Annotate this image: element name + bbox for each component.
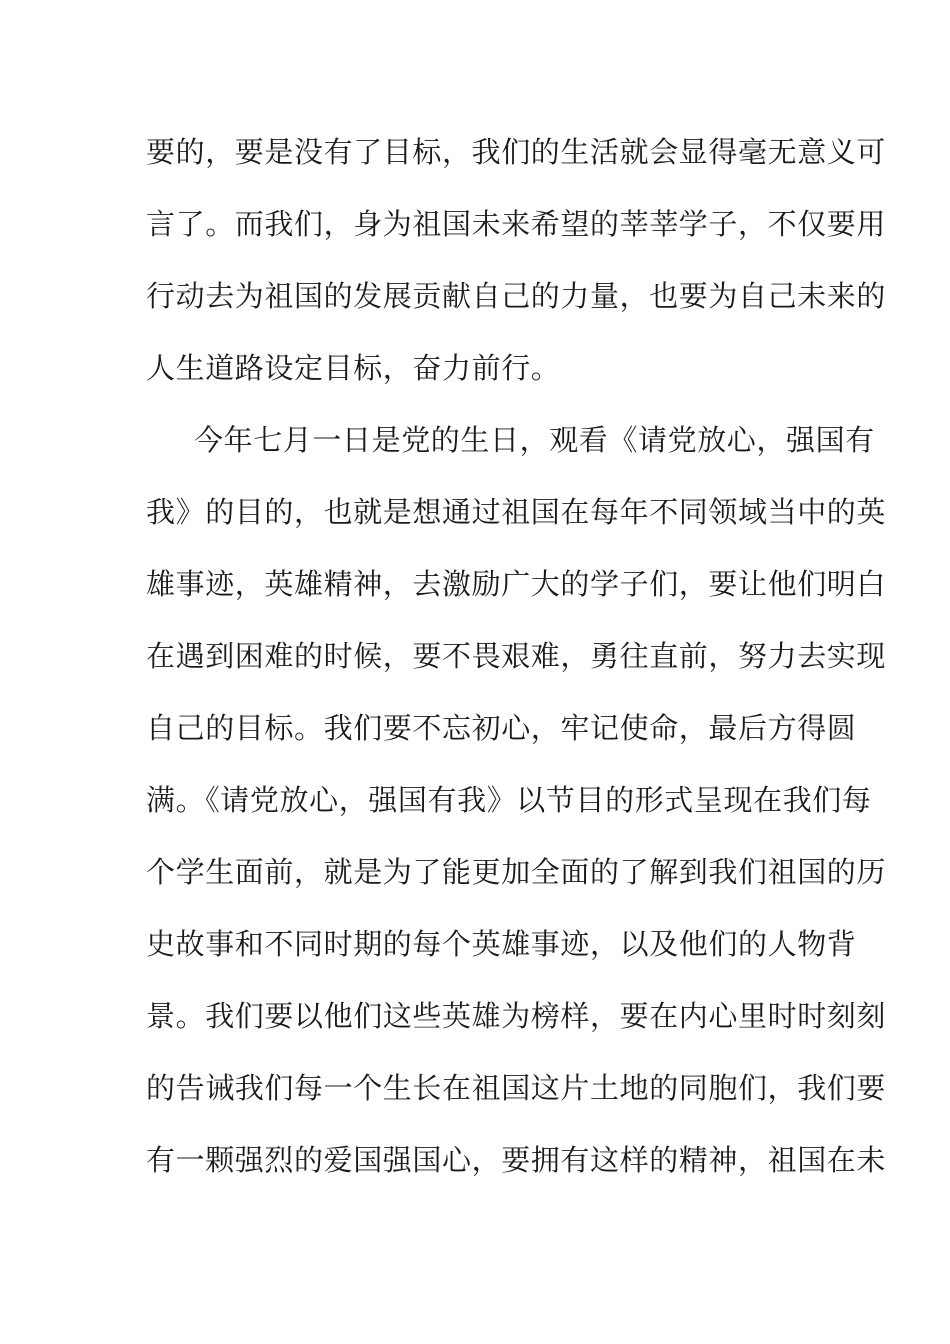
text-line: 人生道路设定目标，奋力前行。 [146,351,561,385]
text-line: 我》的目的，也就是想通过祖国在每年不同领域当中的英 [146,495,887,529]
text-line: 雄事迹，英雄精神，去激励广大的学子们，要让他们明白 [146,567,887,601]
text-line: 景。我们要以他们这些英雄为榜样，要在内心里时时刻刻 [146,999,887,1033]
text-line: 满。《请党放心，强国有我》以节目的形式呈现在我们每 [146,783,872,817]
paragraph-first-line: 今年七月一日是党的生日，观看《请党放心，强国有 [194,423,875,457]
text-line: 有一颗强烈的爱国强国心，要拥有这样的精神，祖国在未 [146,1143,887,1177]
text-line: 史故事和不同时期的每个英雄事迹，以及他们的人物背 [146,927,857,961]
text-line: 行动去为祖国的发展贡献自己的力量，也要为自己未来的 [146,279,887,313]
text-line: 个学生面前，就是为了能更加全面的了解到我们祖国的历 [146,855,887,889]
text-line: 的告诫我们每一个生长在祖国这片土地的同胞们，我们要 [146,1071,887,1105]
text-line: 自己的目标。我们要不忘初心，牢记使命，最后方得圆 [146,711,857,745]
text-line: 言了。而我们，身为祖国未来希望的莘莘学子，不仅要用 [146,207,887,241]
text-line: 要的，要是没有了目标，我们的生活就会显得毫无意义可 [146,135,887,169]
text-line: 在遇到困难的时候，要不畏艰难，勇往直前，努力去实现 [146,639,887,673]
